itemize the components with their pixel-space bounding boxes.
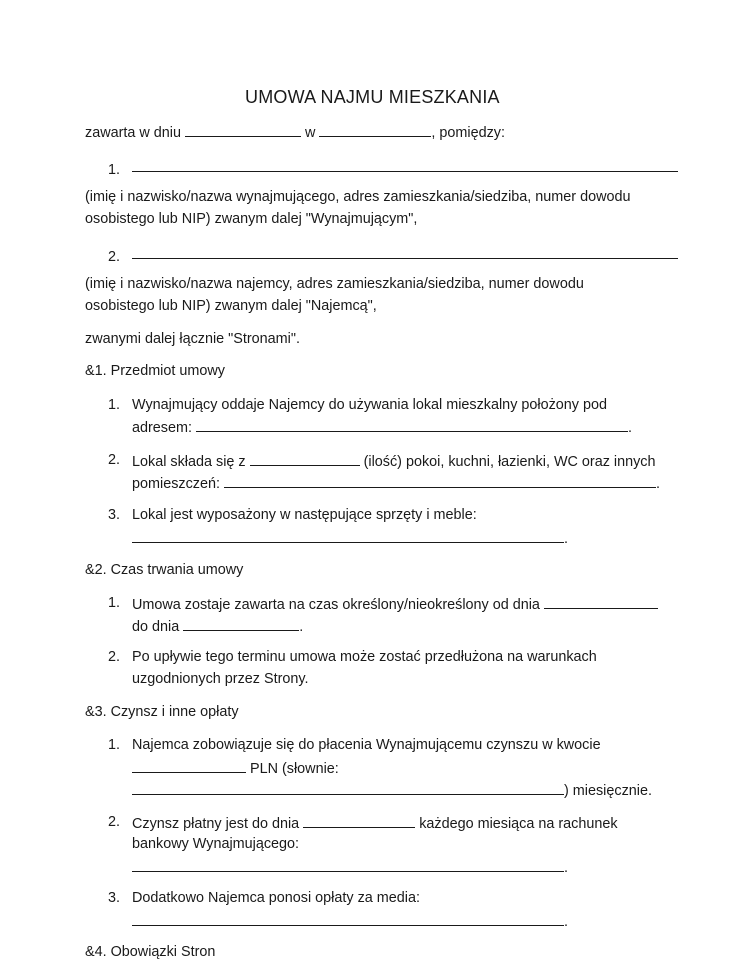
section-3-heading: &3. Czynsz i inne opłaty	[85, 704, 239, 720]
s2-item-1-text: Umowa zostaje zawarta na czas określony/nieokreślony od dnia	[132, 597, 540, 613]
s1-item-3-line-2	[132, 529, 568, 547]
s1-item-1-line-1: Wynajmujący oddaje Najemcy do używania lokal mieszkalny położony pod	[132, 397, 607, 413]
period: .	[628, 420, 632, 436]
party-1-desc-line-2: osobistego lub NIP) zwanym dalej "Wynajmującym",	[85, 211, 418, 227]
bank-account-blank[interactable]	[132, 858, 564, 872]
s3-item-3-number: 3.	[108, 890, 121, 906]
start-date-blank[interactable]	[544, 595, 658, 609]
period: .	[299, 619, 304, 635]
s3-item-3-line-2	[132, 912, 568, 930]
s1-item-2-rooms-label: pomieszczeń:	[132, 476, 220, 492]
intro-prefix: zawarta w dniu	[85, 125, 181, 141]
s1-item-1-number: 1.	[108, 397, 121, 413]
s3-item-2-line-1	[132, 814, 618, 832]
s2-item-1-until-label: do dnia	[132, 619, 180, 635]
equipment-blank[interactable]	[132, 529, 564, 543]
s3-item-1-line-2	[132, 759, 339, 777]
party-2-number: 2.	[108, 249, 121, 265]
date-blank[interactable]	[185, 123, 301, 137]
section-2-heading: &2. Czas trwania umowy	[85, 562, 244, 578]
period: .	[655, 476, 660, 492]
rent-amount-blank[interactable]	[132, 759, 246, 773]
s3-item-2-text-a: Czynsz płatny jest do dnia	[132, 816, 300, 832]
parties-together: zwanymi dalej łącznie "Stronami".	[85, 331, 300, 347]
s3-item-2-number: 2.	[108, 814, 121, 830]
s3-item-2-line-2: bankowy Wynajmującego:	[132, 836, 300, 852]
s3-item-1-currency-label: PLN (słownie:	[250, 761, 339, 777]
s2-item-1-line-1	[132, 595, 658, 613]
party-1-number: 1.	[108, 162, 121, 178]
s3-item-1-number: 1.	[108, 737, 121, 753]
intro-suffix: , pomiędzy:	[431, 125, 505, 141]
s1-item-1-line-2	[132, 418, 632, 436]
s1-item-2-text-a: Lokal składa się z	[132, 454, 246, 470]
s3-item-1-monthly: ) miesięcznie.	[564, 783, 652, 799]
s3-item-2-line-3	[132, 858, 568, 876]
s3-item-2-text-b: każdego miesiąca na rachunek	[419, 816, 618, 832]
s2-item-2-number: 2.	[108, 649, 121, 665]
party-2-blank[interactable]	[132, 258, 678, 259]
s1-item-2-text-b: (ilość) pokoi, kuchni, łazienki, WC oraz innych	[363, 454, 656, 470]
party-1-blank[interactable]	[132, 171, 678, 172]
intro-w: w	[305, 125, 316, 141]
intro-line	[85, 123, 505, 141]
rooms-count-blank[interactable]	[250, 452, 360, 466]
document-title: UMOWA NAJMU MIESZKANIA	[245, 87, 500, 107]
s1-item-2-number: 2.	[108, 452, 121, 468]
place-blank[interactable]	[319, 123, 431, 137]
s2-item-2-line-2: uzgodnionych przez Strony.	[132, 671, 309, 687]
section-1-heading: &1. Przedmiot umowy	[85, 363, 225, 379]
party-1-desc-line-1: (imię i nazwisko/nazwa wynajmującego, adres zamieszkania/siedziba, numer dowodu	[85, 189, 631, 205]
section-4-heading: &4. Obowiązki Stron	[85, 944, 216, 960]
period: .	[564, 860, 568, 876]
s3-item-1-line-1: Najemca zobowiązuje się do płacenia Wynajmującemu czynszu w kwocie	[132, 737, 601, 753]
s1-item-2-line-2	[132, 474, 660, 492]
period: .	[564, 914, 568, 930]
s1-item-1-address-label: adresem:	[132, 420, 192, 436]
s2-item-1-line-2	[132, 617, 303, 635]
s3-item-1-line-3	[132, 781, 652, 799]
utilities-blank[interactable]	[132, 912, 564, 926]
period: .	[564, 531, 568, 547]
s1-item-2-line-1	[132, 452, 656, 470]
s3-item-3-line-1: Dodatkowo Najemca ponosi opłaty za media:	[132, 890, 420, 906]
rent-words-blank[interactable]	[132, 781, 564, 795]
end-date-blank[interactable]	[183, 617, 299, 631]
s2-item-2-line-1: Po upływie tego terminu umowa może zostać przedłużona na warunkach	[132, 649, 597, 665]
address-blank[interactable]	[196, 418, 628, 432]
rooms-blank[interactable]	[224, 474, 656, 488]
payment-day-blank[interactable]	[303, 814, 415, 828]
s1-item-3-line-1: Lokal jest wyposażony w następujące sprzęty i meble:	[132, 507, 477, 523]
party-2-desc-line-1: (imię i nazwisko/nazwa najemcy, adres zamieszkania/siedziba, numer dowodu	[85, 276, 584, 292]
s2-item-1-number: 1.	[108, 595, 121, 611]
s1-item-3-number: 3.	[108, 507, 121, 523]
party-2-desc-line-2: osobistego lub NIP) zwanym dalej "Najemcą",	[85, 298, 377, 314]
